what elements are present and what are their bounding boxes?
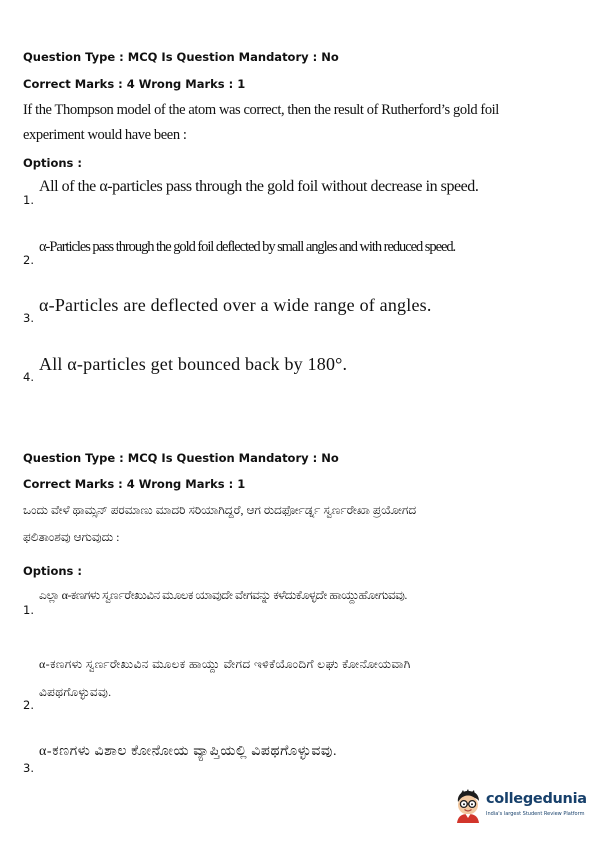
option-number: 4. [23, 370, 34, 384]
option-text: All α-particles get bounced back by 180°. [39, 354, 348, 374]
option-text [39, 650, 411, 706]
student-mascot-icon [452, 789, 484, 823]
option-text: ಎಲ್ಲಾ α-ಕಣಗಳು ಸ್ವರ್ಣರೇಖುವಿನ ಮೂಲಕ ಯಾವುದೇ ವೇಗವನ್ನು ಕಳೆದುಕೊಳ್ಳದೇ ಹಾಯ್ದುಹೋಗುವವು. [39, 588, 407, 602]
brand-name: collegedunia [486, 791, 587, 807]
option-text: α-Particles pass through the gold foil deflected by small angles and with reduced speed. [39, 239, 456, 255]
option-text: α-ಕಣಗಳು ವಿಶಾಲ ಕೋನೋಯ ವ್ಯಾಪ್ತಿಯಲ್ಲಿ ವಿಪಥಗೊಳ್ಳುವವು. [39, 744, 338, 759]
options-label: Options : [23, 156, 82, 170]
option-number: 3. [23, 761, 34, 775]
collegedunia-logo [452, 787, 587, 825]
option-text-line: ವಿಪಥಗೊಳ್ಳುವವು. [39, 685, 112, 699]
option-number: 1. [23, 603, 34, 617]
question-type-line: Question Type : MCQ Is Question Mandatory : No [23, 50, 339, 64]
marks-line: Correct Marks : 4 Wrong Marks : 1 [23, 477, 246, 491]
marks-line: Correct Marks : 4 Wrong Marks : 1 [23, 77, 246, 91]
question-text [23, 98, 499, 148]
brand-tagline: India's largest Student Review Platform [486, 811, 585, 817]
question-text-line: ಫಲಿತಾಂಶವು ಆಗುವುದು : [23, 530, 120, 544]
option-number: 1. [23, 193, 34, 207]
option-number: 2. [23, 698, 34, 712]
option-number: 3. [23, 311, 34, 325]
option-number: 2. [23, 253, 34, 267]
option-text: α-Particles are deflected over a wide range of angles. [39, 295, 432, 315]
question-text-line: experiment would have been : [23, 127, 187, 143]
question-type-line: Question Type : MCQ Is Question Mandatory : No [23, 451, 339, 465]
question-text [23, 497, 416, 551]
option-text-line: α-ಕಣಗಳು ಸ್ವರ್ಣರೇಖುವಿನ ಮೂಲಕ ಹಾಯ್ದು ವೇಗದ ಇಳಿಕೆಯೊಂದಿಗೆ ಲಘು ಕೋನೋಯವಾಗಿ [39, 657, 411, 671]
question-text-line: If the Thompson model of the atom was correct, then the result of Rutherford’s gold foil [23, 102, 499, 118]
question-text-line: ಒಂದು ವೇಳೆ ಥಾಮ್ಸನ್ ಪರಮಾಣು ಮಾದರಿ ಸರಿಯಾಗಿದ್ದರೆ, ಆಗ ರುದರ್ಫೋರ್ಡ್ನ ಸ್ವರ್ಣರೇಖಾ ಪ್ರಯೋಗದ [23, 503, 417, 517]
options-label: Options : [23, 564, 82, 578]
option-text: All of the α-particles pass through the gold foil without decrease in speed. [39, 178, 479, 195]
